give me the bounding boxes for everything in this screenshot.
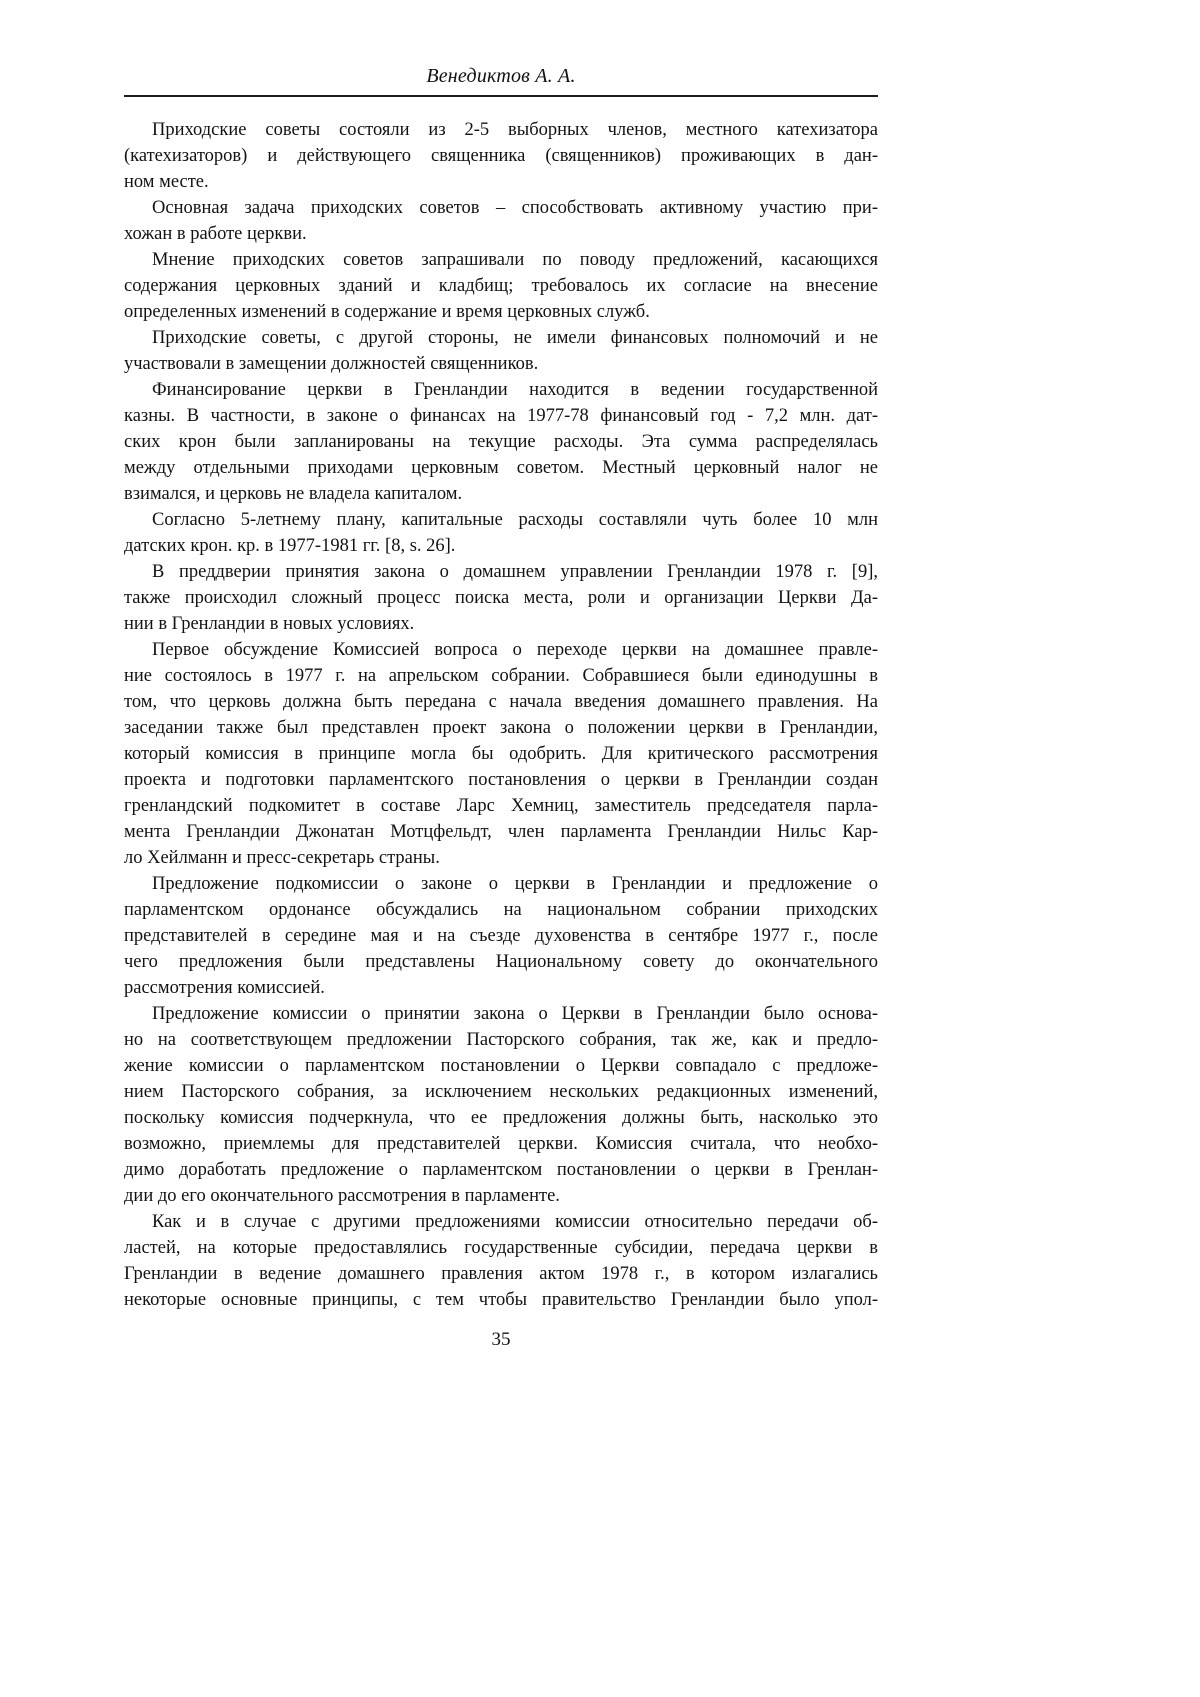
paragraph [124, 559, 878, 637]
text-line: Предложение подкомиссии о законе о церкви в Гренландии и предложение о [152, 874, 878, 894]
text-line: ном месте. [124, 172, 209, 192]
paragraph [124, 507, 878, 559]
paragraph [124, 871, 878, 1001]
text-line: возможно, приемлемы для представителей церкви. Комиссия считала, что необхо- [124, 1134, 878, 1154]
text-line: заседании также был представлен проект закона о положении церкви в Гренландии, [124, 718, 878, 738]
article-body [124, 117, 878, 1313]
text-line: хожан в работе церкви. [124, 224, 307, 244]
paragraph [124, 195, 878, 247]
text-line: Предложение комиссии о принятии закона о Церкви в Гренландии было основа- [152, 1004, 878, 1024]
text-line: Приходские советы, с другой стороны, не имели финансовых полномочий и не [152, 328, 878, 348]
paragraph [124, 247, 878, 325]
text-line: Первое обсуждение Комиссией вопроса о переходе церкви на домашнее правле- [152, 640, 878, 660]
text-line: датских крон. кр. в 1977-1981 гг. [8, s. 26]. [124, 536, 456, 556]
text-line: димо доработать предложение о парламентском постановлении о церкви в Гренлан- [124, 1160, 878, 1180]
text-line: дии до его окончательного рассмотрения в парламенте. [124, 1186, 560, 1206]
text-line: ние состоялось в 1977 г. на апрельском собрании. Собравшиеся были единодушны в [124, 666, 878, 686]
text-line: мента Гренландии Джонатан Мотцфельдт, член парламента Гренландии Нильс Кар- [124, 822, 878, 842]
text-line: ских крон были запланированы на текущие расходы. Эта сумма распределялась [124, 432, 878, 452]
text-line: В преддверии принятия закона о домашнем управлении Гренландии 1978 г. [9], [152, 562, 878, 582]
text-line: Основная задача приходских советов – способствовать активному участию при- [152, 198, 878, 218]
text-line: ло Хейлманн и пресс-секретарь страны. [124, 848, 440, 868]
text-line: поскольку комиссия подчеркнула, что ее предложения должны быть, насколько это [124, 1108, 878, 1128]
text-line: чего предложения были представлены Национальному совету до окончательного [124, 952, 878, 972]
text-line: парламентском ордонансе обсуждались на национальном собрании приходских [124, 900, 878, 920]
text-line: жение комиссии о парламентском постановлении о Церкви совпадало с предложе- [124, 1056, 878, 1076]
text-line: ластей, на которые предоставлялись государственные субсидии, передача церкви в [124, 1238, 878, 1258]
text-line: рассмотрения комиссией. [124, 978, 325, 998]
text-column [124, 0, 878, 1351]
running-head-author: Венедиктов А. А. [426, 65, 576, 87]
text-line: который комиссия в принципе могла бы одобрить. Для критического рассмотрения [124, 744, 878, 764]
text-line: проекта и подготовки парламентского постановления о церкви в Гренландии создан [124, 770, 878, 790]
text-line: участвовали в замещении должностей священников. [124, 354, 539, 374]
text-line: между отдельными приходами церковным советом. Местный церковный налог не [124, 458, 878, 478]
text-line: казны. В частности, в законе о финансах на 1977-78 финансовый год - 7,2 млн. дат- [124, 406, 878, 426]
text-line: некоторые основные принципы, с тем чтобы правительство Гренландии было упол- [124, 1290, 878, 1310]
text-line: (катехизаторов) и действующего священника (священников) проживающих в дан- [124, 146, 878, 166]
paragraph [124, 1001, 878, 1209]
text-line: Как и в случае с другими предложениями комиссии относительно передачи об- [152, 1212, 878, 1232]
text-line: нии в Гренландии в новых условиях. [124, 614, 415, 634]
text-line: также происходил сложный процесс поиска места, роли и организации Церкви Да- [124, 588, 878, 608]
paragraph [124, 325, 878, 377]
text-line: Приходские советы состояли из 2-5 выборных членов, местного катехизатора [152, 120, 878, 140]
paragraph [124, 117, 878, 195]
text-line: том, что церковь должна быть передана с начала введения домашнего правления. На [124, 692, 878, 712]
text-line: представителей в середине мая и на съезде духовенства в сентябре 1977 г., после [124, 926, 878, 946]
paragraph [124, 1209, 878, 1313]
paragraph [124, 377, 878, 507]
text-line: Гренландии в ведение домашнего правления актом 1978 г., в котором излагались [124, 1264, 878, 1284]
text-line: нием Пасторского собрания, за исключением нескольких редакционных изменений, [124, 1082, 878, 1102]
text-line: гренландский подкомитет в составе Ларс Хемниц, заместитель председателя парла- [124, 796, 878, 816]
text-line: Согласно 5-летнему плану, капитальные расходы составляли чуть более 10 млн [152, 510, 878, 530]
text-line: но на соответствующем предложении Пасторского собрания, так же, как и предло- [124, 1030, 878, 1050]
header-rule [124, 95, 878, 97]
text-line: взимался, и церковь не владела капиталом. [124, 484, 463, 504]
paragraph [124, 637, 878, 871]
text-line: определенных изменений в содержание и время церковных служб. [124, 302, 650, 322]
text-line: Мнение приходских советов запрашивали по поводу предложений, касающихся [152, 250, 878, 270]
text-line: Финансирование церкви в Гренландии находится в ведении государственной [152, 380, 878, 400]
page-number: 35 [491, 1329, 511, 1350]
text-line: содержания церковных зданий и кладбищ; требовалось их согласие на внесение [124, 276, 878, 296]
